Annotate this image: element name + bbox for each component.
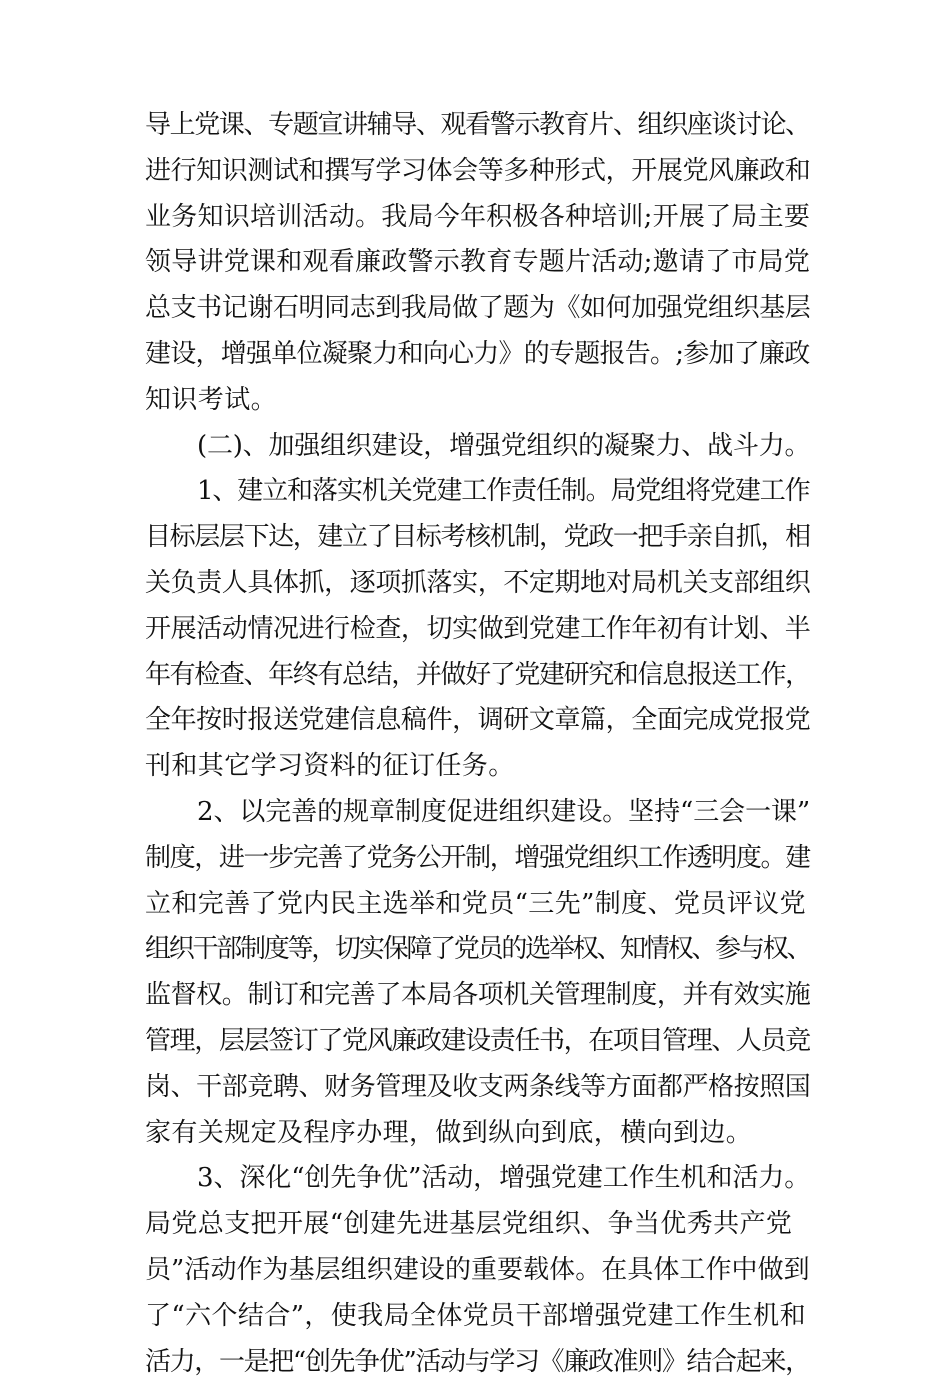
text-line: 目标层层下达，建立了目标考核机制，党政一把手亲自抓，相 [145, 522, 810, 553]
text-line: 1、建立和落实机关党建工作责任制。局党组将党建工作 [197, 476, 810, 507]
text-line: 2、以完善的规章制度促进组织建设。坚持“三会一课” [197, 796, 811, 827]
text-line: 进行知识测试和撰写学习体会等多种形式，开展党风廉政和 [145, 155, 811, 186]
text-line: (二)、加强组织建设，增强党组织的凝聚力、战斗力。 [197, 430, 811, 461]
text-line: 全年按时报送党建信息稿件，调研文章篇，全面完成党报党 [145, 705, 811, 736]
text-line: 组织干部制度等，切实保障了党员的选举权、知情权、参与权、 [145, 934, 811, 965]
text-line: 总支书记谢石明同志到我局做了题为《如何加强党组织基层 [145, 293, 811, 324]
text-line: 关负责人具体抓，逐项抓落实，不定期地对局机关支部组织 [145, 567, 811, 598]
text-line: 监督权。制订和完善了本局各项机关管理制度，并有效实施 [145, 980, 811, 1011]
body-text [145, 103, 810, 1385]
text-line: 领导讲党课和观看廉政警示教育专题片活动;邀请了市局党 [145, 247, 811, 278]
text-line: 开展活动情况进行检查，切实做到党建工作年初有计划、半 [145, 613, 811, 644]
text-line: 管理，层层签订了党风廉政建设责任书，在项目管理、人员竞 [145, 1025, 810, 1056]
text-line: 业务知识培训活动。我局今年积极各种培训;开展了局主要 [145, 201, 811, 232]
text-line: 岗、干部竞聘、财务管理及收支两条线等方面都严格按照国 [145, 1071, 811, 1102]
text-line: 年有检查、年终有总结，并做好了党建研究和信息报送工作， [145, 659, 810, 690]
text-line: 刊和其它学习资料的征订任务。 [145, 751, 515, 782]
text-line: 局党总支把开展“创建先进基层党组织、争当优秀共产党 [145, 1209, 793, 1240]
text-line: 建设，增强单位凝聚力和向心力》的专题报告。;参加了廉政 [145, 338, 810, 369]
text-line: 员”活动作为基层组织建设的重要载体。在具体工作中做到 [145, 1254, 810, 1285]
text-line: 了“六个结合”，使我局全体党员干部增强党建工作生机和 [145, 1300, 806, 1331]
text-line: 活力，一是把“创先争优”活动与学习《廉政准则》结合起来， [145, 1346, 810, 1377]
text-line: 3、深化“创先争优”活动，增强党建工作生机和活力。 [197, 1163, 811, 1194]
text-line: 立和完善了党内民主选举和党员“三先”制度、党员评议党 [145, 888, 806, 919]
text-line: 家有关规定及程序办理，做到纵向到底，横向到边。 [145, 1117, 753, 1148]
text-line: 知识考试。 [145, 384, 278, 415]
text-line: 导上党课、专题宣讲辅导、观看警示教育片、组织座谈讨论、 [145, 110, 810, 140]
text-line: 制度，进一步完善了党务公开制，增强党组织工作透明度。建 [145, 842, 810, 873]
